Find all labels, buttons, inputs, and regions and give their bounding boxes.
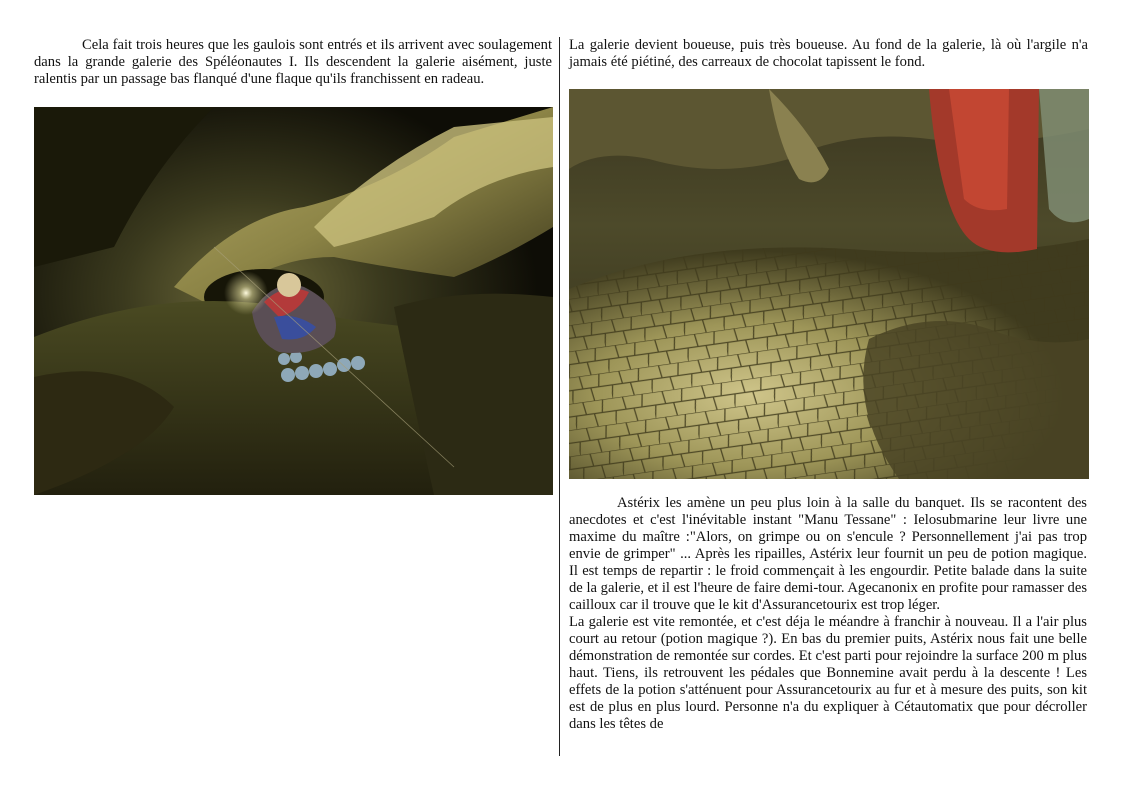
cave-raft-image (34, 107, 553, 495)
right-column-lower (569, 495, 1087, 733)
column-divider (559, 37, 560, 756)
mud-cracks-photo (569, 89, 1089, 479)
right-column (569, 37, 1088, 71)
mud-cracks-image (569, 89, 1089, 479)
right-paragraph-2: Astérix les amène un peu plus loin à la salle du banquet. Ils se racontent des anecdotes et c'est l'inévitable instant "Manu Tessane" : Ielosubmarine leur livre une maxime du maître :"Alors, on grimpe ou on s'encule ? Personnellement j'ai pas trop envie de grimper" ... Après les ripailles, Astérix leur fournit un peu de potion magique. Il est temps de repartir : le froid commençait à les engourdir. Petite balade dans la suite de la galerie, et il est l'heure de faire demi-tour. Agecanonix en profite pour ramasser des cailloux car il trouve que le kit d'Assurancetourix est trop léger. (569, 495, 1087, 613)
right-paragraph-3: La galerie est vite remontée, et c'est déja le méandre à franchir à nouveau. Il a l'air plus court au retour (potion magique ?). En bas du premier puits, Astérix nous fait une belle démonstration de remontée sur cordes. Et c'est parti pour rejoindre la surface 200 m plus haut. Tiens, ils retrouvent les pédales que Bonnemine avait perdu à la descente ! Les effets de la potion s'atténuent pour Assurancetourix au fur et à mesure des puits, son kit est de plus en plus lourd. Personne n'a du expliquer à Cétautomatix que pour décroller dans les têtes de (569, 614, 1087, 732)
left-column (34, 37, 552, 88)
cave-raft-photo (34, 107, 553, 495)
right-paragraph-1: La galerie devient boueuse, puis très boueuse. Au fond de la galerie, là où l'argile n'a jamais été piétiné, des carreaux de chocolat tapissent le fond. (569, 37, 1088, 70)
left-paragraph-1: Cela fait trois heures que les gaulois sont entrés et ils arrivent avec soulagement dans la grande galerie des Spéléonautes I. Ils descendent la galerie aisément, juste ralentis par un passage bas flanqué d'une flaque qu'ils franchissent en radeau. (34, 37, 552, 87)
